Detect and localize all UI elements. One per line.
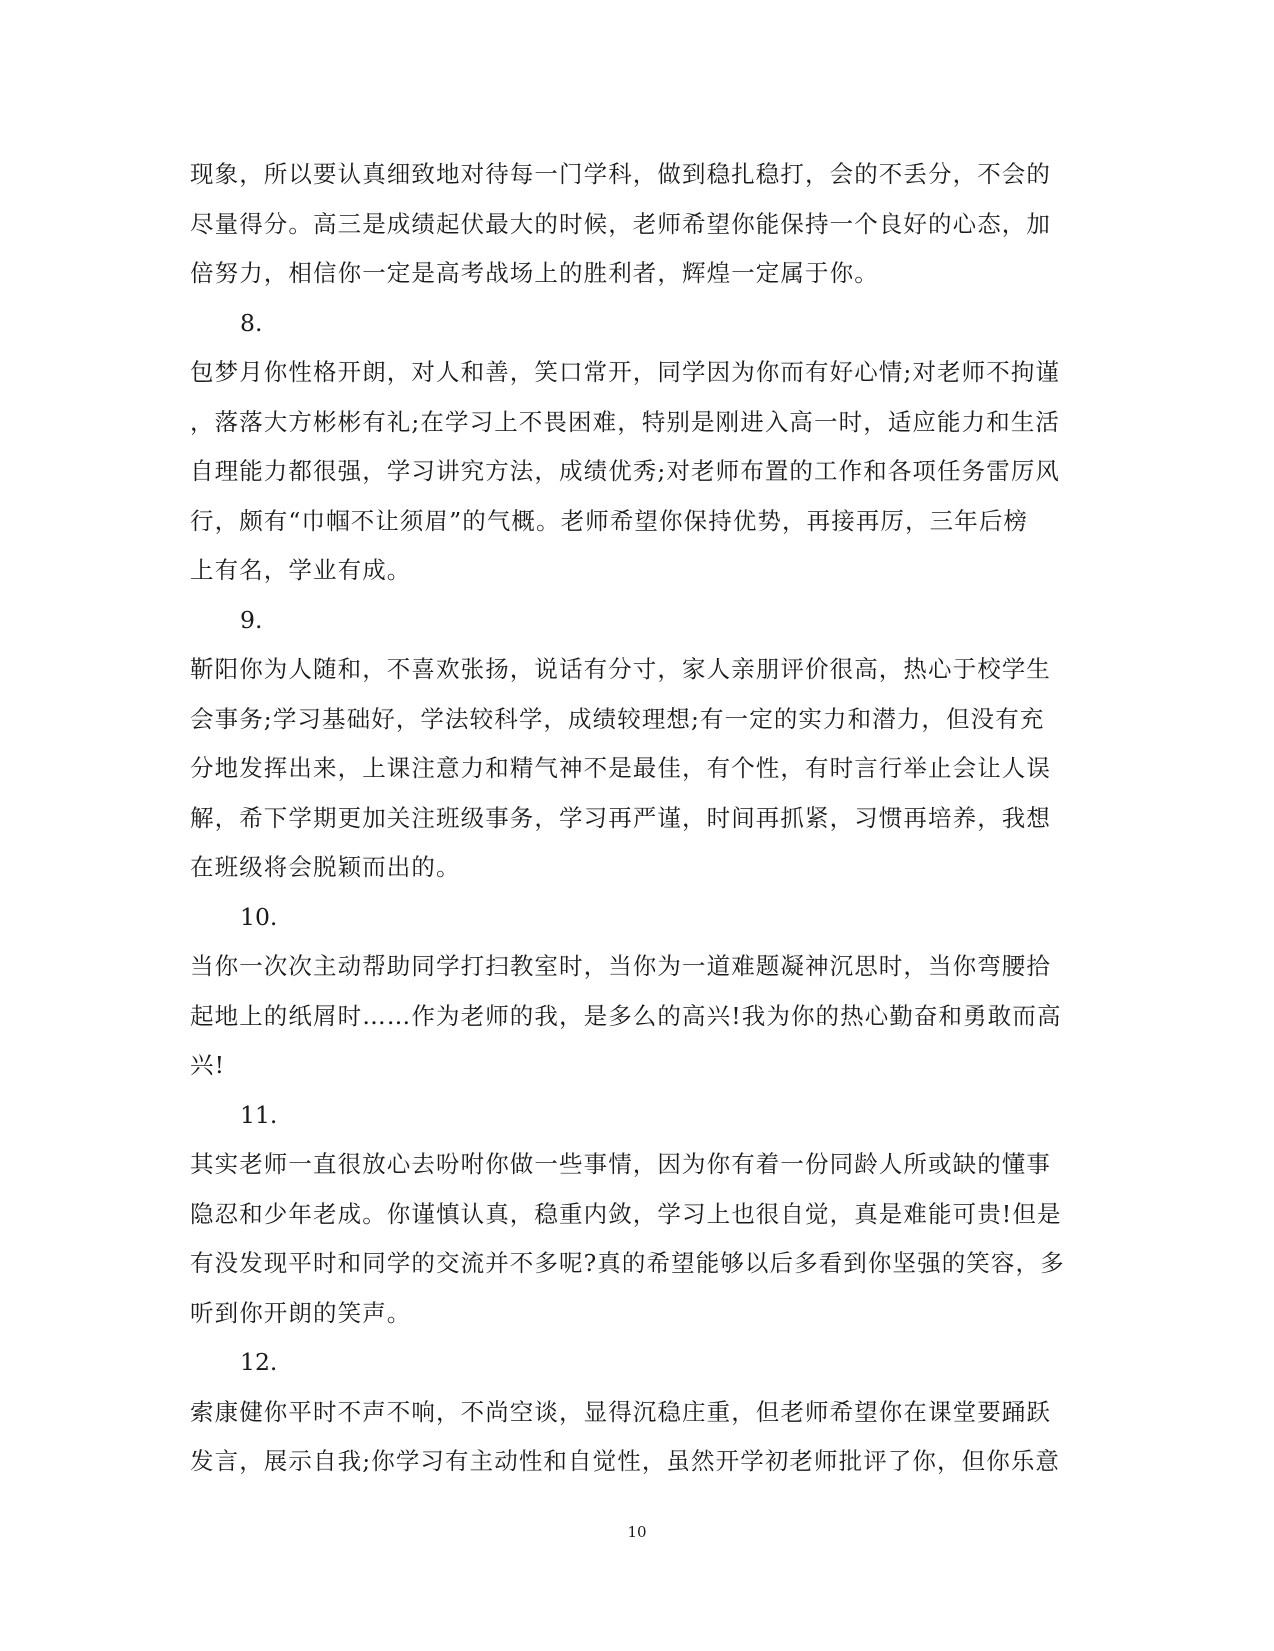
paragraph-line: 兴! (190, 1051, 226, 1079)
page-number: 10 (627, 1523, 647, 1541)
item-number: 11. (240, 1100, 278, 1129)
paragraph-line: 靳阳你为人随和，不喜欢张扬，说话有分寸，家人亲朋评价很高，热心于校学生 (190, 655, 1051, 683)
paragraph-line: 发言，展示自我;你学习有主动性和自觉性，虽然开学初老师批评了你，但你乐意 (190, 1447, 1061, 1475)
paragraph-line: 现象，所以要认真细致地对待每一门学科，做到稳扎稳打，会的不丢分，不会的 (190, 160, 1051, 188)
paragraph-line: 隐忍和少年老成。你谨慎认真，稳重内敛，学习上也很自觉，真是难能可贵!但是 (190, 1199, 1062, 1228)
comment-paragraph (190, 348, 1090, 596)
item-number: 12. (240, 1348, 278, 1376)
paragraph-line: 索康健你平时不声不响，不尚空谈，显得沉稳庄重，但老师希望你在课堂要踊跃 (190, 1397, 1051, 1426)
comment-paragraph (190, 1388, 1090, 1487)
paragraph-line: 上有名，学业有成。 (190, 556, 412, 584)
paragraph-line: 尽量得分。高三是成绩起伏最大的时候，老师希望你能保持一个良好的心态，加 (190, 209, 1051, 238)
paragraph-line: 自理能力都很强，学习讲究方法，成绩优秀;对老师布置的工作和各项任务雷厉风 (190, 457, 1061, 485)
paragraph-line: 当你一次次主动帮助同学打扫教室时，当你为一道难题凝神沉思时，当你弯腰拾 (190, 952, 1051, 980)
comment-paragraph (190, 150, 1090, 299)
paragraph-line: 分地发挥出来，上课注意力和精气神不是最佳，有个性，有时言行举止会让人误 (190, 754, 1051, 782)
paragraph-line: ，落落大方彬彬有礼;在学习上不畏困难，特别是刚进入高一时，适应能力和生活 (190, 407, 1061, 436)
paragraph-line: 解，希下学期更加关注班级事务，学习再严谨，时间再抓紧，习惯再培养，我想 (190, 803, 1051, 832)
comment-paragraph (190, 942, 1090, 1091)
paragraph-line: 在班级将会脱颖而出的。 (190, 853, 461, 881)
paragraph-line: 会事务;学习基础好，学法较科学，成绩较理想;有一定的实力和潜力，但没有充 (190, 704, 1045, 733)
item-number: 9. (240, 605, 263, 634)
paragraph-line: 有没发现平时和同学的交流并不多呢?真的希望能够以后多看到你坚强的笑容，多 (190, 1249, 1065, 1277)
item-number: 10. (240, 902, 278, 931)
item-number: 8. (240, 308, 263, 337)
paragraph-line: 起地上的纸屑时……作为老师的我，是多么的高兴!我为你的热心勤奋和勇敢而高 (190, 1001, 1062, 1030)
paragraph-line: 包梦月你性格开朗，对人和善，笑口常开，同学因为你而有好心情;对老师不拘谨 (190, 358, 1061, 386)
document-body (190, 150, 1090, 1487)
paragraph-line: 倍努力，相信你一定是高考战场上的胜利者，辉煌一定属于你。 (190, 259, 879, 287)
comment-paragraph (190, 645, 1090, 893)
paragraph-line: 其实老师一直很放心去吩咐你做一些事情，因为你有着一份同龄人所或缺的懂事 (190, 1150, 1051, 1178)
paragraph-line: 听到你开朗的笑声。 (190, 1298, 412, 1327)
paragraph-line: 行，颇有“巾帼不让须眉”的气概。老师希望你保持优势，再接再厉，三年后榜 (190, 506, 1029, 535)
comment-paragraph (190, 1140, 1090, 1338)
